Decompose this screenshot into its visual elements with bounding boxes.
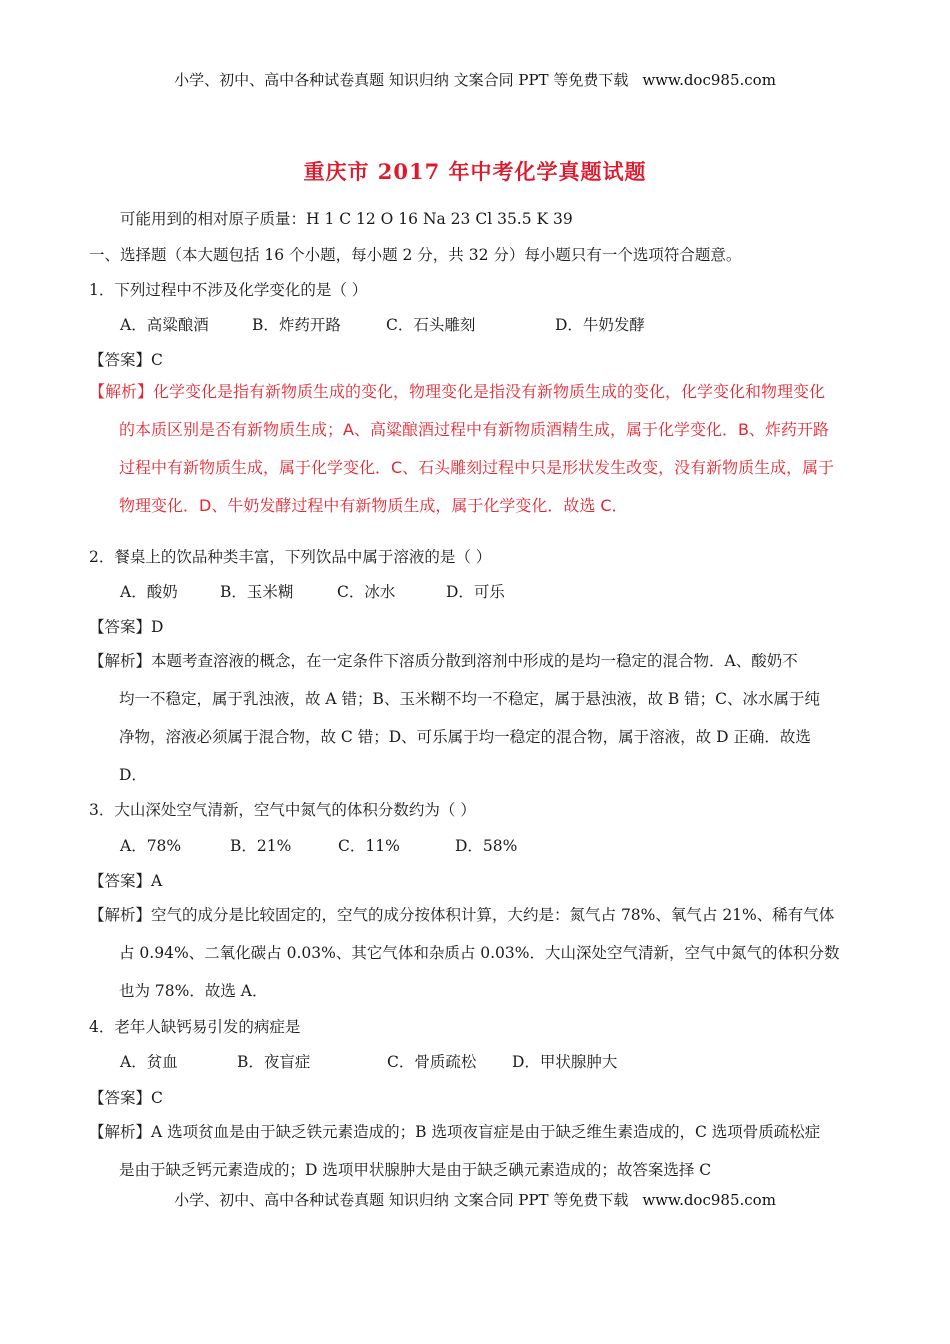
q2-option-d: D．可乐 [446, 583, 505, 601]
question-1-answer: 【答案】C [89, 351, 163, 369]
q2-option-b: B．玉米糊 [220, 583, 294, 601]
q4-exp-tag: 【解析】 [89, 1123, 152, 1141]
q4-option-c: C．骨质疏松 [387, 1053, 477, 1071]
q3-option-c: C．11% [338, 837, 400, 855]
q1-exp-line-3: 过程中有新物质生成，属于化学变化．C、石头雕刻过程中只是形状发生改变，没有新物质生成，属于 [119, 458, 835, 477]
header-site: www.doc985.com [642, 71, 776, 89]
question-4-stem: 4．老年人缺钙易引发的病症是 [89, 1018, 301, 1036]
question-3-answer: 【答案】A [89, 872, 163, 890]
question-1-explanation [89, 373, 869, 525]
question-4-answer: 【答案】C [89, 1089, 163, 1107]
page-header [0, 70, 950, 90]
q1-exp-line-1: 【解析】化学变化是指有新物质生成的变化，物理变化是指没有新物质生成的变化，化学变化和物理变化 [89, 382, 826, 401]
q4-exp-line-1: 【解析】A 选项贫血是由于缺乏铁元素造成的；B 选项夜盲症是由于缺乏维生素造成的，C 选项骨质疏松症 [89, 1123, 821, 1141]
q3-exp-line-3: 也为 78%．故选 A． [119, 982, 268, 1000]
q3-option-a: A．78% [120, 837, 182, 855]
question-2-explanation [89, 642, 869, 794]
q2-option-c: C．冰水 [337, 583, 396, 601]
q2-exp-line-2: 均一不稳定，属于乳浊液，故 A 错；B、玉米糊不均一不稳定，属于悬浊液，故 B 错；C、冰水属于纯 [119, 690, 821, 708]
q1-exp-tag: 【解析】 [89, 382, 154, 401]
q2-exp-line-4: D． [119, 766, 147, 784]
footer-text: 小学、初中、高中各种试卷真题 知识归纳 文案合同 PPT 等免费下载 [174, 1191, 629, 1209]
q3-exp-line-2: 占 0.94%、二氧化碳占 0.03%、其它气体和杂质占 0.03%．大山深处空气清新，空气中氮气的体积分数 [119, 944, 840, 962]
q4-exp-line-2: 是由于缺乏钙元素造成的；D 选项甲状腺肿大是由于缺乏碘元素造成的；故答案选择 C [119, 1161, 712, 1179]
footer-site: www.doc985.com [642, 1191, 776, 1209]
q1-option-a: A．高粱酿酒 [120, 316, 209, 334]
q4-option-b: B．夜盲症 [237, 1053, 311, 1071]
page-title: 重庆市 2017 年中考化学真题试题 [303, 159, 647, 184]
q2-exp-tag: 【解析】 [89, 652, 152, 670]
q3-exp-line-1: 【解析】空气的成分是比较固定的，空气的成分按体积计算，大约是：氮气占 78%、氧气占 21%、稀有气体 [89, 906, 835, 924]
header-text: 小学、初中、高中各种试卷真题 知识归纳 文案合同 PPT 等免费下载 [174, 71, 629, 89]
q1-option-b: B．炸药开路 [252, 316, 341, 334]
question-3-explanation [89, 896, 869, 1010]
q3-option-b: B．21% [230, 837, 292, 855]
q1-exp-line-2: 的本质区别是否有新物质生成；A、高粱酿酒过程中有新物质酒精生成，属于化学变化．B、炸药开路 [119, 420, 829, 439]
q4-option-d: D．甲状腺肿大 [512, 1053, 618, 1071]
atomic-mass-line: 可能用到的相对原子质量：H 1 C 12 O 16 Na 23 Cl 35.5 K 39 [120, 210, 573, 228]
q1-exp-line-4: 物理变化．D、牛奶发酵过程中有新物质生成，属于化学变化．故选 C． [119, 496, 628, 515]
page-footer [0, 1190, 950, 1210]
question-2-stem: 2．餐桌上的饮品种类丰富，下列饮品中属于溶液的是（ ） [89, 548, 492, 566]
section-heading: 一、选择题（本大题包括 16 个小题，每小题 2 分，共 32 分）每小题只有一个选项符合题意。 [89, 246, 742, 264]
q1-option-d: D．牛奶发酵 [555, 316, 645, 334]
q4-option-a: A．贫血 [120, 1053, 178, 1071]
q2-exp-line-1: 【解析】本题考查溶液的概念，在一定条件下溶质分散到溶剂中形成的是均一稳定的混合物．A、酸奶不 [89, 652, 798, 670]
q1-option-c: C．石头雕刻 [386, 316, 476, 334]
q3-exp-tag: 【解析】 [89, 906, 152, 924]
question-3-stem: 3．大山深处空气清新，空气中氮气的体积分数约为（ ） [89, 801, 476, 819]
q3-option-d: D．58% [455, 837, 518, 855]
question-4-explanation [89, 1113, 869, 1189]
question-2-answer: 【答案】D [89, 618, 164, 636]
question-1-stem: 1．下列过程中不涉及化学变化的是（ ） [89, 281, 368, 299]
q2-option-a: A．酸奶 [120, 583, 178, 601]
q2-exp-line-3: 净物，溶液必须属于混合物，故 C 错；D、可乐属于均一稳定的混合物，属于溶液，故 D 正确．故选 [119, 728, 811, 746]
